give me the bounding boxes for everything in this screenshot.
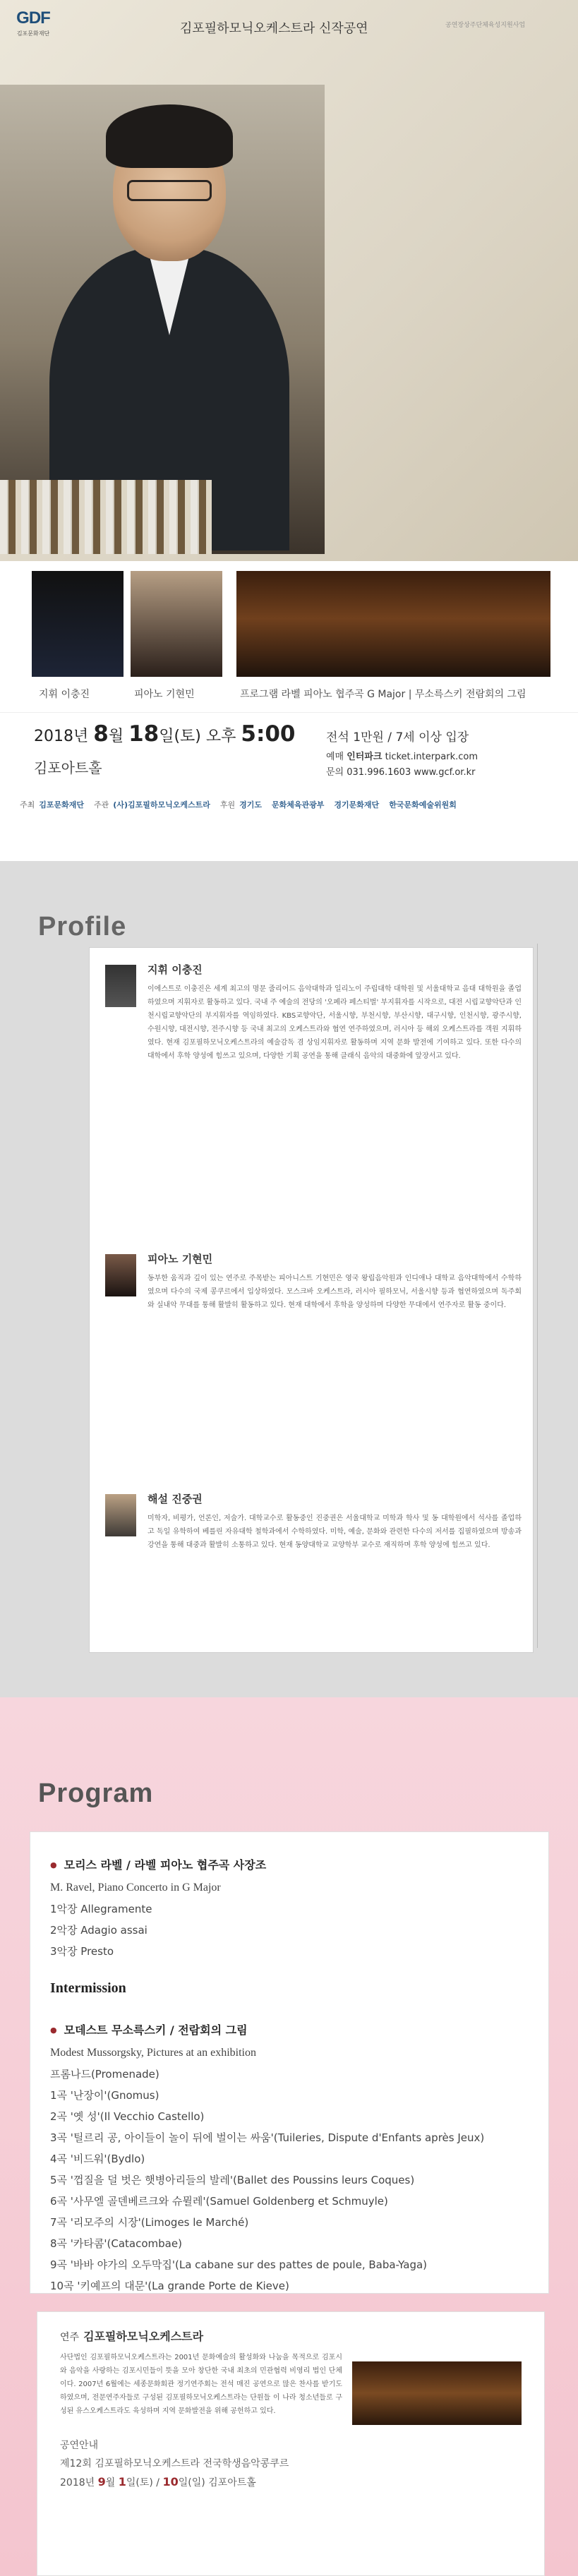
program-piece: 3곡 '틸르리 공, 아이들이 놀이 뒤에 벌이는 싸움'(Tuileries, Dispute d'Enfants après Jeux) [50, 2131, 485, 2144]
conductor-photo [32, 571, 124, 677]
ticket-inquiry: 문의 031.996.1603 www.gcf.or.kr [326, 767, 476, 778]
photo-books [0, 480, 212, 554]
program-caption: 프로그램 라벨 피아노 협주곡 G Major | 무소륵스키 전람회의 그림 [240, 689, 526, 700]
ticket-info [326, 750, 478, 781]
program-movement: 2악장 Adagio assai [50, 1924, 147, 1937]
poster-hero [0, 0, 578, 561]
profile-name: 지휘 이충진 [147, 963, 203, 976]
profile-pianist [105, 1251, 522, 1312]
sponsor-role: 주관 [94, 800, 109, 809]
foundation-logo-mark: GDF [16, 8, 50, 28]
next-weekday: 일(토) / [126, 2477, 163, 2488]
date-day: 18 [128, 721, 159, 747]
profile-text: 미학자, 비평가, 언론인, 저술가. 대학교수로 활동중인 진중권은 서울대학교 미학과 학사 및 동 대학원에서 석사를 졸업하고 독일 유학하여 베를린 자유대학 철학과에서 수학하였다. 미학, 예술, 문화와 관련한 다수의 저서를 집필하였으며 방송과 강연을 통해 대중과 활발히 소통하고 있다. 현재 동양대학교 교양학부 교수로 재직하며 후학 양성에 힘쓰고 있다. [147, 1515, 522, 1549]
foundation-logo[interactable] [8, 8, 58, 37]
support-label: 공연장상주단체육성지원사업 [445, 22, 526, 29]
orchestra-prefix: 연주 [60, 2332, 80, 2343]
conductor-avatar [105, 965, 136, 1007]
venue-logo: 김포아트홀 [34, 759, 102, 776]
pianist-photo [131, 571, 222, 677]
photo-hair [106, 104, 233, 168]
program-intermission: Intermission [50, 1980, 126, 1996]
ticket-label: 예매 [326, 752, 347, 762]
conductor-caption: 지휘 이충진 [39, 689, 90, 700]
orchestra-photo [236, 571, 550, 677]
program-movement: 1악장 Allegramente [50, 1903, 152, 1915]
sponsor-gg-foundation [334, 799, 379, 810]
orchestra-text: 사단법인 김포필하모닉오케스트라는 2001년 문화예술의 활성화와 나눔을 목적으로 김포시와 음악을 사랑하는 김포시민들이 뜻을 모아 창단한 국내 최초의 민관협력 비영리 법인 단체이다. 2007년 6월에는 세종문화회관 정기연주회는 전석 매진 공연으로 많은 찬사를 받기도 하였으며, 전문연주자들로 구성된 김포필하모닉오케스트라는 단원들 이 나라 청소년들로 구성된 유스오케스트라도 육성하며 지역 문화발전을 위해 공헌하고 있다. [60, 2354, 342, 2415]
profile-section [0, 861, 578, 1697]
sponsor-name: (사)김포필하모닉오케스트라 [113, 800, 210, 809]
concert-series-title: 김포필하모닉오케스트라 신작공연 [180, 21, 368, 36]
orchestra-image [352, 2361, 522, 2425]
foundation-logo-sub: 김포문화재단 [16, 30, 50, 37]
program-part1-english: M. Ravel, Piano Concerto in G Major [50, 1882, 221, 1894]
headline [346, 25, 578, 488]
next-event-date [60, 2473, 522, 2492]
date-month-label: 월 [108, 728, 129, 745]
orchestra-heading [60, 2328, 522, 2344]
program-piece: 6곡 '사무엘 골덴베르크와 슈뮐레'(Samuel Goldenberg et Schmuyle) [50, 2195, 388, 2208]
commentator-avatar [105, 1494, 136, 1536]
sponsor-organizer [94, 799, 210, 810]
date-weekday: 일(토) 오후 [159, 728, 241, 745]
profile-name: 피아노 기현민 [147, 1253, 213, 1265]
sponsor-arts-council [389, 799, 457, 810]
ticket-brand: 인터파크 [347, 752, 383, 762]
sponsor-bar [20, 799, 563, 810]
next-event-label: 공연안내 [60, 2440, 99, 2451]
profile-text: 이에스트로 이충진은 세계 최고의 명문 줄리어드 음악대학과 일리노이 주립대학 대학원 및 서울대학교 음대 대학원을 졸업하였으며 지휘자로 활동하고 있다. 국내 주 예술의 전당의 '오페라 페스티벌' 부지휘자를 시작으로, 대전 시립교향악단과 인천시립교향악단의 부지휘자를 역임하였다. KBS교향악단, 서울시향, 부천시향, 부산시향, 대구시향, 인천시향, 광주시향, 수원시향, 대전시향, 전주시향 등 국내 최고의 오케스트라와 협연 연주하였으며, 러시아 등 해외 오케스트라를 객원 지휘하였다. 현재 김포필하모닉오케스트라의 예술감독 겸 상임지휘자로 활동하며 지역 문화 발전에 기여하고 있다. 또한 다수의 대학에서 후학 양성에 힘쓰고 있으며, 다양한 기획 공연을 통해 클래식 음악의 대중화에 앞장서고 있다. [147, 985, 522, 1060]
program-piece: 9곡 '바바 야가의 오두막집'(La cabane sur des pattes de poule, Baba-Yaga) [50, 2258, 428, 2271]
date-time: 5:00 [241, 721, 296, 747]
orchestra-card [37, 2311, 545, 2576]
sponsor-name: 김포문화재단 [39, 800, 85, 809]
event-info [0, 713, 578, 861]
date-year: 2018년 [34, 728, 94, 745]
next-day2: 10 [162, 2475, 179, 2488]
profile-name: 해설 진중권 [147, 1493, 203, 1505]
pianist-avatar [105, 1254, 136, 1296]
program-card [30, 1831, 549, 2294]
program-part2-header: ● 모데스트 무소륵스키 / 전람회의 그림 [50, 2020, 529, 2042]
program-part2-english: Modest Mussorgsky, Pictures at an exhibition [50, 2047, 256, 2059]
program-piece: 1곡 '난장이'(Gnomus) [50, 2089, 159, 2102]
program-piece: 10곡 '키예프의 대문'(La grande Porte de Kieve) [50, 2280, 289, 2292]
program-section [0, 1697, 578, 2576]
ticket-booking[interactable] [326, 750, 478, 765]
next-venue: 일(일) 김포아트홀 [178, 2477, 256, 2488]
sponsor-role: 후원 [219, 800, 236, 809]
sponsor-role: 주최 [20, 800, 35, 809]
sponsor-ministry [272, 799, 324, 810]
program-piece: 2곡 '옛 성'(Il Vecchio Castello) [50, 2110, 205, 2123]
profile-title: Profile [38, 912, 127, 941]
next-year: 2018년 [60, 2477, 98, 2488]
program-piece: 4곡 '비드워'(Bydlo) [50, 2153, 145, 2165]
program-piece: 7곡 '리모주의 시장'(Limoges le Marché) [50, 2216, 249, 2229]
next-event-title: 제12회 김포필하모닉오케스트라 전국학생음악콩쿠르 [60, 2458, 289, 2469]
lecturer-photo [0, 85, 325, 554]
sponsor-name: 문화체육관광부 [272, 800, 325, 809]
profile-card [89, 947, 534, 1653]
program-piece: 8곡 '카타콤'(Catacombae) [50, 2237, 182, 2250]
ticket-url[interactable]: ticket.interpark.com [382, 752, 478, 762]
next-event [60, 2436, 522, 2492]
sponsor-host [20, 799, 84, 810]
profile-commentator [105, 1491, 522, 1552]
program-part1-header: ● 모리스 라벨 / 라벨 피아노 협주곡 사장조 [50, 1855, 529, 1877]
ticket-price: 전석 1만원 / 7세 이상 입장 [326, 730, 469, 745]
profile-text: 동부한 움직과 깊이 있는 연주로 주목받는 피아니스트 기현민은 영국 왕립음악원과 인디애나 대학교 음악대학에서 수학하였으며 다수의 국제 콩쿠르에서 입상하였다. 모스크바 오케스트라, 러시아 필하모닉, 서울시향 등과 협연하였으며 독주회와 실내악 무대를 통해 활발히 활동하고 있다. 현재 대학에서 후학을 양성하며 다양한 무대에서 연주자로 활동 중이다. [147, 1275, 522, 1309]
pianist-caption: 피아노 기현민 [134, 689, 195, 700]
sponsor-name: 경기도 [239, 800, 263, 809]
next-month: 9 [97, 2475, 106, 2488]
date-month: 8 [93, 721, 109, 747]
orchestra-name: 김포필하모닉오케스트라 [83, 2330, 204, 2343]
program-movement: 3악장 Presto [50, 1945, 114, 1958]
profile-conductor [105, 962, 522, 1063]
next-month-label: 월 [105, 2477, 119, 2488]
program-title: Program [38, 1778, 154, 1808]
sponsor-supporter [220, 799, 262, 810]
program-piece: 프롬나드(Promenade) [50, 2068, 159, 2081]
photo-glasses [127, 180, 212, 201]
performer-thumbnails [0, 561, 578, 713]
event-date [34, 721, 295, 747]
program-piece: 5곡 '껍질을 덜 벗은 햇병아리들의 발레'(Ballet des Poussins leurs Coques) [50, 2174, 415, 2186]
next-day: 1 [118, 2475, 126, 2488]
sponsor-name: 경기문화재단 [334, 800, 380, 809]
sponsor-name: 한국문화예술위원회 [389, 800, 457, 809]
